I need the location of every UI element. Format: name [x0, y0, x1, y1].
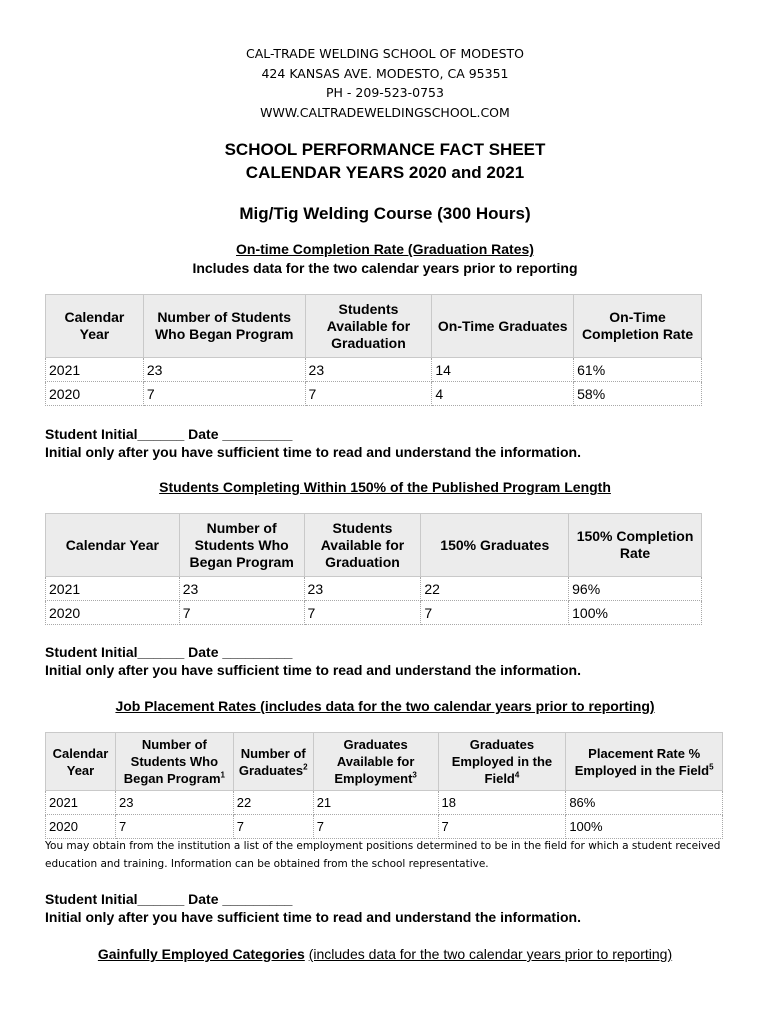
table-cell: 7: [115, 815, 233, 839]
table-cell: 2021: [46, 791, 116, 815]
table-cell: 22: [233, 791, 313, 815]
column-header: 150% Completion Rate: [569, 514, 702, 577]
table-cell: 4: [432, 382, 574, 406]
table-cell: 7: [143, 382, 305, 406]
table-cell: 7: [438, 815, 566, 839]
student-initial-line: Student Initial______ Date _________: [45, 644, 293, 660]
column-header: [233, 733, 313, 791]
table-cell: 23: [304, 577, 421, 601]
section1-subheading: Includes data for the two calendar years prior to reporting: [192, 260, 578, 276]
table-cell: 7: [179, 601, 304, 625]
table-row: [46, 358, 702, 382]
table-cell: 58%: [574, 382, 702, 406]
job-placement-table: [45, 732, 723, 839]
table-row: [46, 815, 723, 839]
column-header: Number of Students Who Began Program: [143, 295, 305, 358]
column-header-label: Graduates Available for Employment: [334, 737, 415, 786]
school-header: [0, 44, 770, 122]
column-header-label: Graduates Employed in the Field: [451, 737, 553, 786]
school-address: 424 KANSAS AVE. MODESTO, CA 95351: [261, 65, 509, 81]
section2-heading: Students Completing Within 150% of the Published Program Length: [159, 479, 611, 495]
table-cell: 18: [438, 791, 566, 815]
column-header: On-Time Graduates: [432, 295, 574, 358]
table-cell: 100%: [566, 815, 723, 839]
table-cell: 7: [313, 815, 438, 839]
table-cell: 7: [233, 815, 313, 839]
table-cell: 23: [143, 358, 305, 382]
student-initial-line: Student Initial______ Date _________: [45, 426, 293, 442]
column-header-label: Number of Students Who Began Program: [123, 737, 221, 786]
table-cell: 23: [305, 358, 432, 382]
footnote-marker: 3: [412, 770, 417, 780]
table-cell: 23: [115, 791, 233, 815]
course-title: Mig/Tig Welding Course (300 Hours): [239, 204, 531, 223]
column-header: [313, 733, 438, 791]
employment-note: You may obtain from the institution a list of the employment positions determined to be in the field for which a student received education and training. Information can be obtained from the school representative.: [45, 840, 721, 870]
section3-heading: Job Placement Rates (includes data for the two calendar years prior to reporting): [115, 698, 655, 714]
completion-150-table: [45, 513, 702, 625]
school-phone: PH - 209-523-0753: [326, 85, 444, 100]
table-cell: 61%: [574, 358, 702, 382]
footnote-marker: 2: [303, 762, 308, 772]
gainfully-employed-note: (includes data for the two calendar years prior to reporting): [308, 946, 673, 962]
table-cell: 2021: [46, 358, 144, 382]
table-cell: 14: [432, 358, 574, 382]
footnote-marker: 1: [220, 770, 225, 780]
initial-instruction: Initial only after you have sufficient time to read and understand the information.: [45, 662, 581, 678]
column-header: [115, 733, 233, 791]
table-cell: 96%: [569, 577, 702, 601]
table-cell: 86%: [566, 791, 723, 815]
column-header: Calendar Year: [46, 733, 116, 791]
table-row: [46, 577, 702, 601]
table-cell: 7: [305, 382, 432, 406]
table-row: [46, 601, 702, 625]
table-cell: 7: [421, 601, 569, 625]
column-header: Calendar Year: [46, 295, 144, 358]
column-header: [566, 733, 723, 791]
table-cell: 7: [304, 601, 421, 625]
column-header-label: Number of Graduates: [238, 745, 306, 778]
footnote-marker: 4: [514, 770, 520, 780]
table-cell: 2020: [46, 601, 180, 625]
column-header: 150% Graduates: [421, 514, 569, 577]
table-cell: 100%: [569, 601, 702, 625]
column-header-label: Placement Rate % Employed in the Field: [574, 745, 710, 778]
column-header: On-Time Completion Rate: [574, 295, 702, 358]
table-cell: 23: [179, 577, 304, 601]
footnote-marker: 5: [709, 762, 714, 772]
section4-heading: [0, 946, 770, 962]
column-header: Students Available for Graduation: [305, 295, 432, 358]
table-row: [46, 382, 702, 406]
column-header: Students Available for Graduation: [304, 514, 421, 577]
table-cell: 22: [421, 577, 569, 601]
column-header: Number of Students Who Began Program: [179, 514, 304, 577]
column-header: Calendar Year: [46, 514, 180, 577]
table-row: [46, 791, 723, 815]
school-name: CAL-TRADE WELDING SCHOOL OF MODESTO: [245, 46, 525, 61]
student-initial-line: Student Initial______ Date _________: [45, 891, 293, 907]
table-cell: 2020: [46, 382, 144, 406]
doc-years: CALENDAR YEARS 2020 and 2021: [245, 163, 525, 182]
initial-instruction: Initial only after you have sufficient time to read and understand the information.: [45, 444, 581, 460]
initial-instruction: Initial only after you have sufficient time to read and understand the information.: [45, 909, 581, 925]
table-cell: 2021: [46, 577, 180, 601]
completion-rate-table: [45, 294, 702, 406]
table-cell: 21: [313, 791, 438, 815]
school-website: WWW.CALTRADEWELDINGSCHOOL.COM: [260, 104, 510, 120]
gainfully-employed-title: Gainfully Employed Categories: [97, 946, 305, 962]
column-header: [438, 733, 566, 791]
table-cell: 2020: [46, 815, 116, 839]
section1-heading: On-time Completion Rate (Graduation Rates): [236, 241, 534, 257]
doc-title: SCHOOL PERFORMANCE FACT SHEET: [224, 140, 546, 159]
